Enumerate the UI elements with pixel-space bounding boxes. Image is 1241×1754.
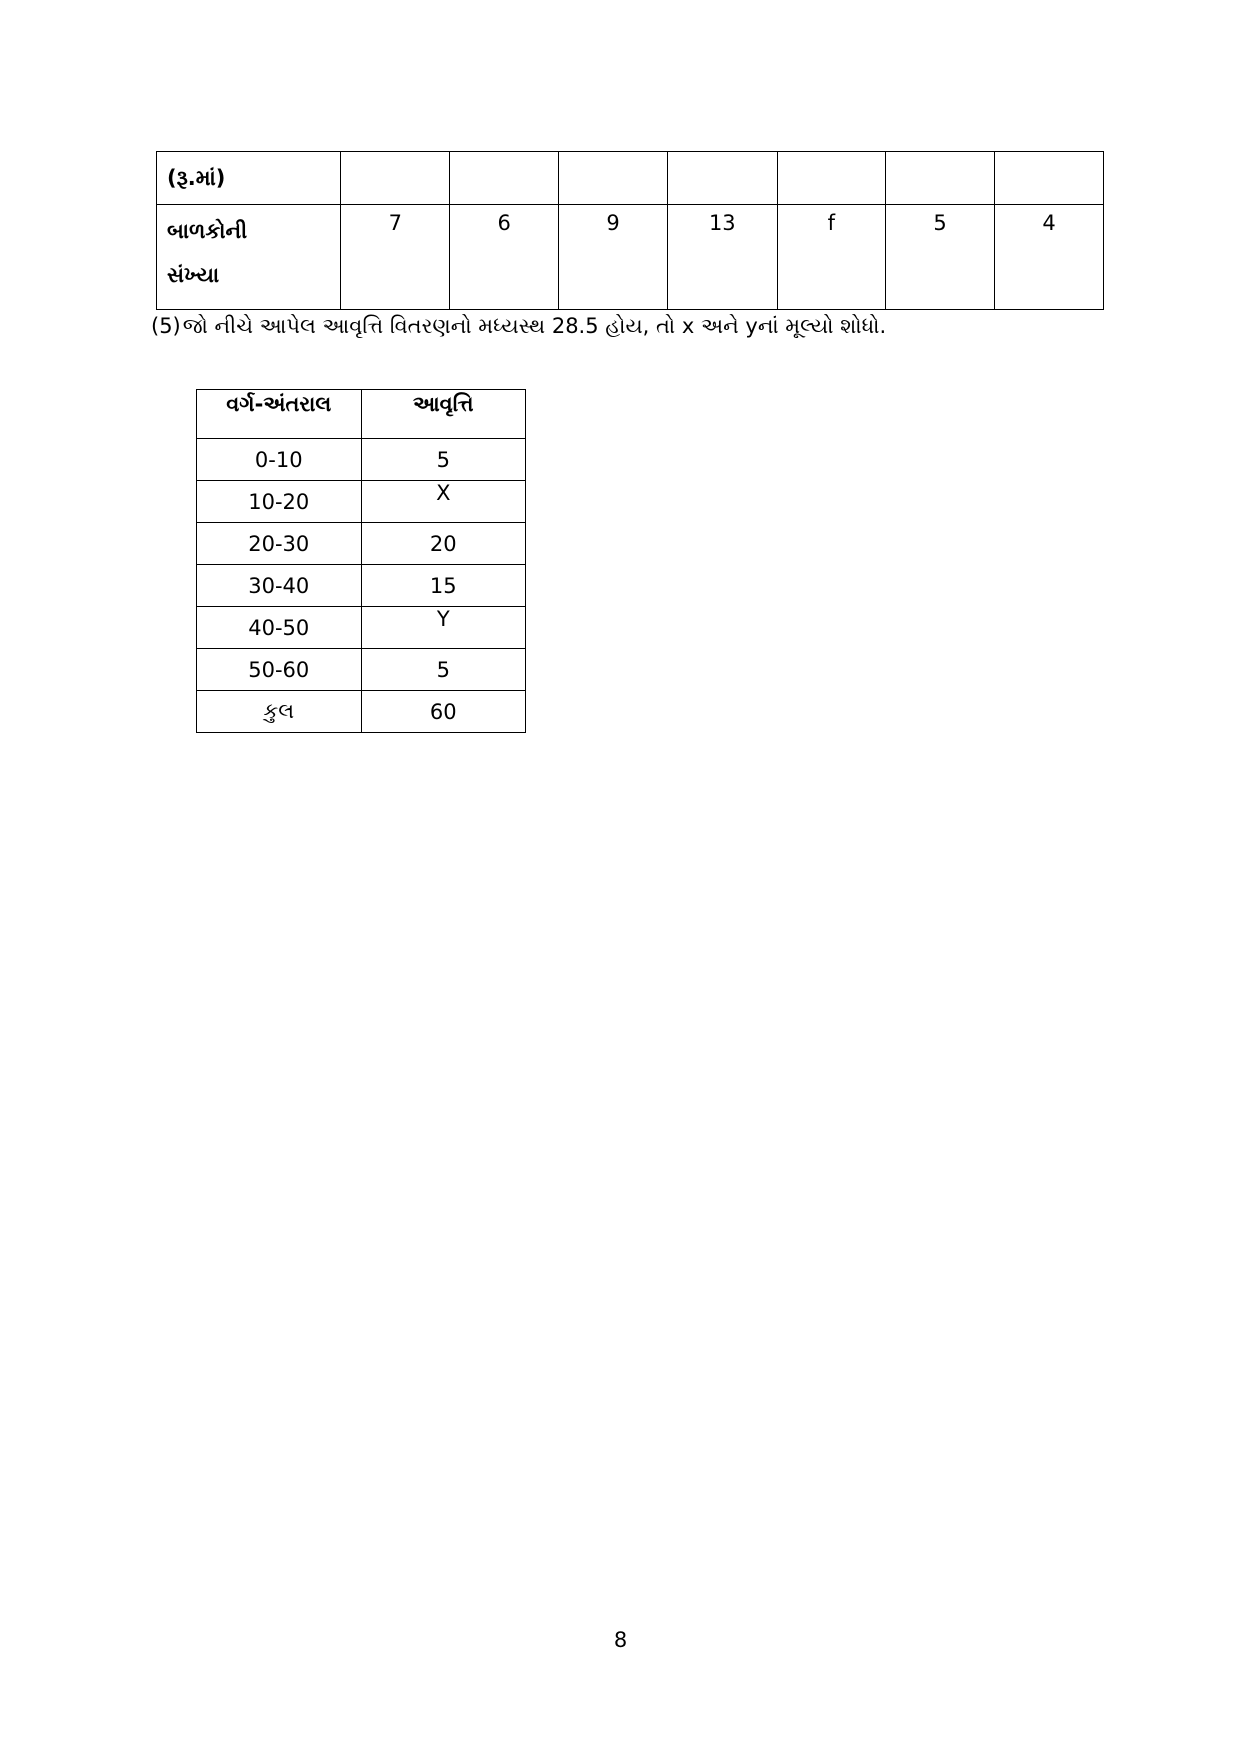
- table-row: [157, 205, 1104, 310]
- page-number: 8: [613, 1628, 628, 1652]
- table-cell: [450, 152, 559, 205]
- label-line-1: બાળકોની: [167, 219, 248, 243]
- total-label-cell: કુલ: [197, 691, 362, 733]
- table-cell: f: [777, 205, 886, 310]
- class-interval-cell: 30-40: [197, 565, 362, 607]
- frequency-cell: 20: [361, 523, 525, 565]
- frequency-cell: X: [361, 481, 525, 523]
- total-value-cell: 60: [361, 691, 525, 733]
- table-cell: [668, 152, 778, 205]
- question-text: જો નીચે આપેલ આવૃત્તિ વિતરણનો મધ્યસ્થ 28.5 હોય, તો x અને yનાં મૂલ્યો શોધો.: [182, 314, 887, 338]
- row-label-children-count: [157, 205, 341, 310]
- table-cell: 6: [450, 205, 559, 310]
- table-cell: 7: [341, 205, 450, 310]
- table-cell: [886, 152, 995, 205]
- table-cell: 13: [668, 205, 778, 310]
- table-row: [197, 649, 526, 691]
- frequency-cell: 15: [361, 565, 525, 607]
- frequency-distribution-table: [196, 389, 526, 733]
- table-cell: [995, 152, 1104, 205]
- frequency-cell: 5: [361, 649, 525, 691]
- table-row: [197, 481, 526, 523]
- table-row: [197, 439, 526, 481]
- class-interval-cell: 0-10: [197, 439, 362, 481]
- table-row: [197, 523, 526, 565]
- table-row: [197, 565, 526, 607]
- table-row-total: [197, 691, 526, 733]
- table-row: [197, 607, 526, 649]
- class-interval-cell: 20-30: [197, 523, 362, 565]
- table-header-row: [197, 390, 526, 439]
- question-5: [151, 314, 886, 339]
- table-cell: [777, 152, 886, 205]
- header-class-interval: વર્ગ-અંતરાલ: [197, 390, 362, 439]
- children-count-table: [156, 151, 1104, 310]
- class-interval-cell: 50-60: [197, 649, 362, 691]
- header-frequency: આવૃત્તિ: [361, 390, 525, 439]
- table-cell: 9: [559, 205, 668, 310]
- table-cell: 4: [995, 205, 1104, 310]
- question-number: (5): [151, 314, 181, 338]
- table-cell: 5: [886, 205, 995, 310]
- table-cell: [559, 152, 668, 205]
- class-interval-cell: 10-20: [197, 481, 362, 523]
- frequency-cell: Y: [361, 607, 525, 649]
- frequency-cell: 5: [361, 439, 525, 481]
- class-interval-cell: 40-50: [197, 607, 362, 649]
- table-row: [157, 152, 1104, 205]
- row-label-rupees: (રૂ.માં): [157, 152, 341, 205]
- table-cell: [341, 152, 450, 205]
- label-line-2: સંખ્યા: [167, 263, 220, 287]
